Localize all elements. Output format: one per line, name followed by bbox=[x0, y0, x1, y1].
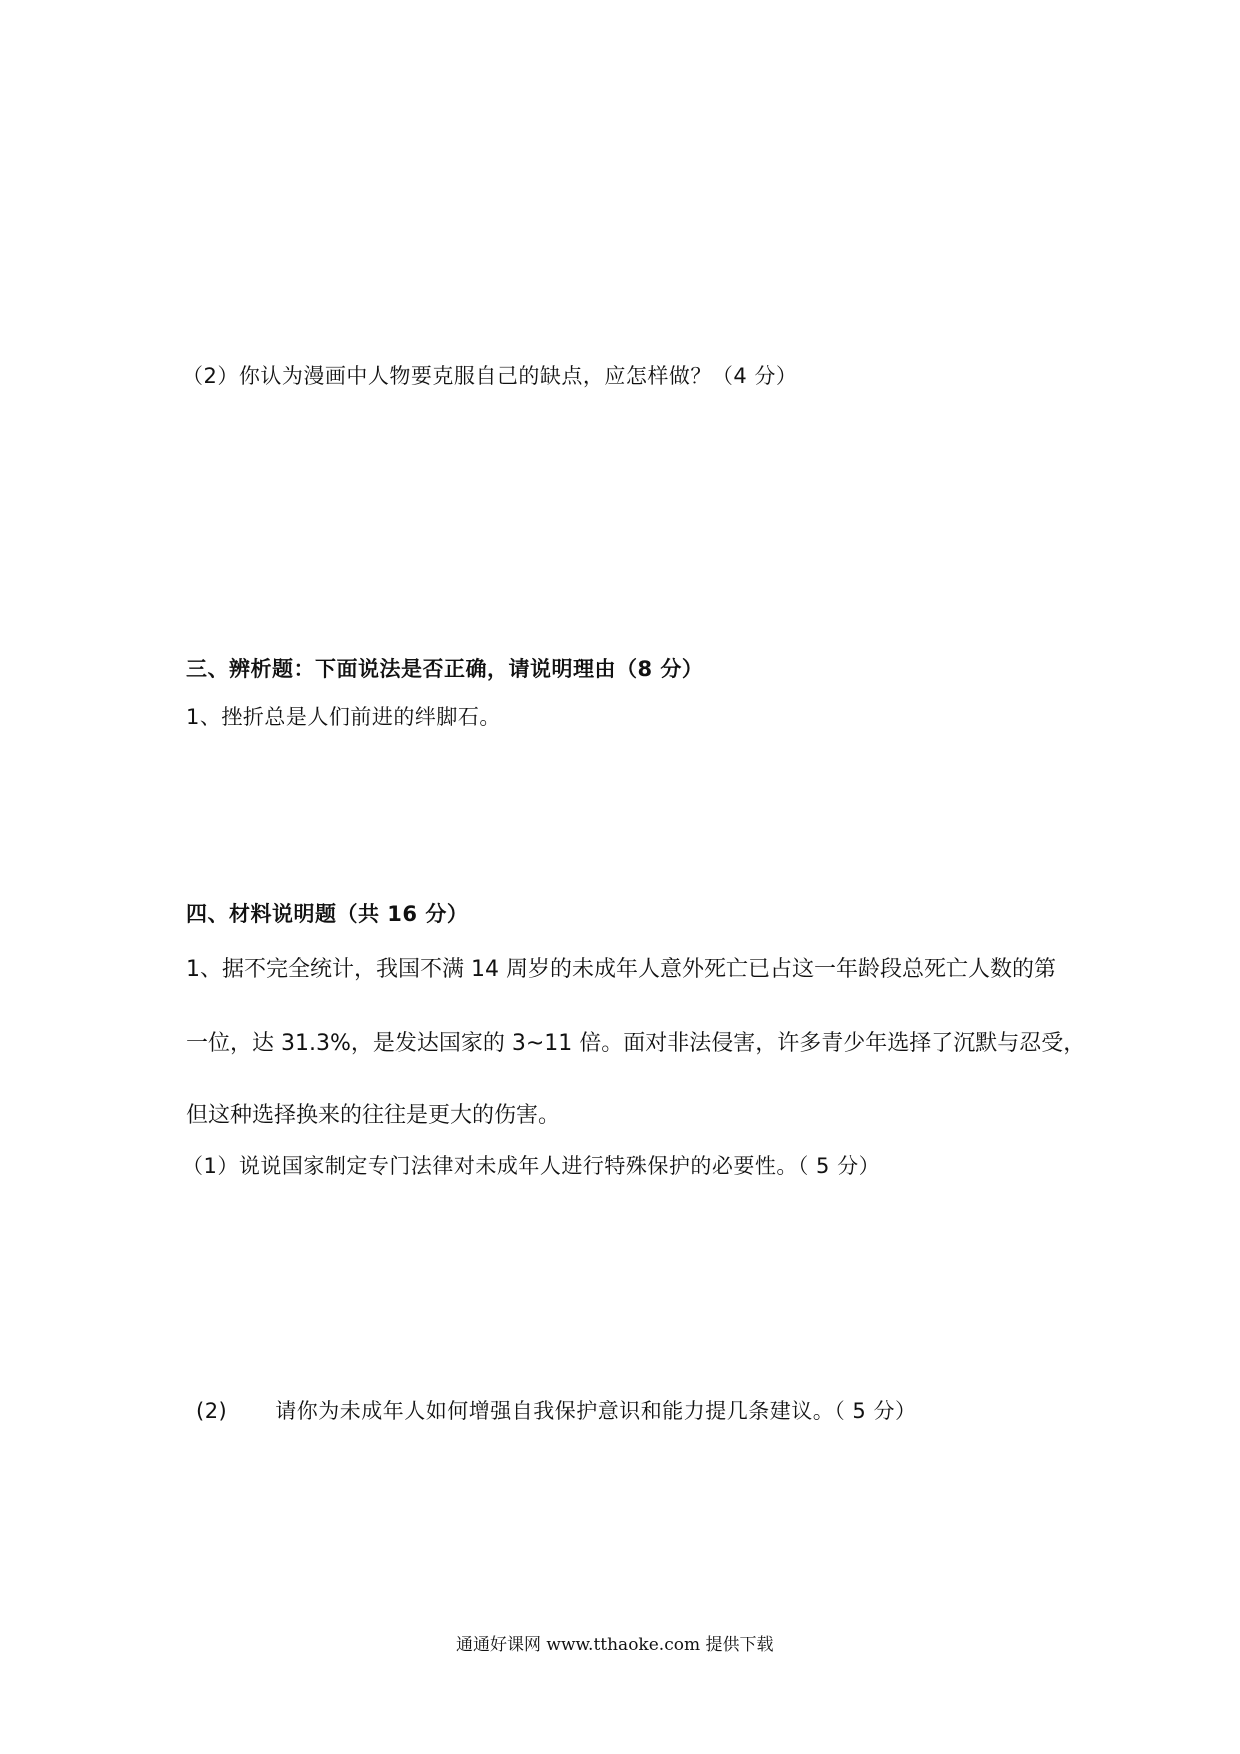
section-3-heading: 三、辨析题：下面说法是否正确，请说明理由（8 分） bbox=[186, 657, 704, 681]
section-3-item-1: 1、挫折总是人们前进的绊脚石。 bbox=[186, 705, 501, 729]
material-line-3: 但这种选择换来的往往是更大的伤害。 bbox=[186, 1103, 561, 1128]
material-line-2: 一位，达 31.3%，是发达国家的 3~11 倍。面对非法侵害，许多青少年选择了沉默与忍受， bbox=[186, 1031, 1086, 1056]
question-2-number: (2) bbox=[196, 1399, 228, 1423]
section-4-heading: 四、材料说明题（共 16 分） bbox=[186, 902, 469, 926]
question-2-text: 请你为未成年人如何增强自我保护意识和能力提几条建议。（ 5 分） bbox=[275, 1399, 917, 1423]
material-line-1: 1、据不完全统计，我国不满 14 周岁的未成年人意外死亡已占这一年龄段总死亡人数的第 bbox=[186, 957, 1056, 982]
question-2-cartoon: （2）你认为漫画中人物要克服自己的缺点，应怎样做？（4 分） bbox=[182, 364, 798, 388]
section-4-question-1: （1）说说国家制定专门法律对未成年人进行特殊保护的必要性。（ 5 分） bbox=[182, 1154, 881, 1178]
page-footer: 通通好课网 www.tthaoke.com 提供下载 bbox=[456, 1635, 774, 1655]
section-4-question-2 bbox=[196, 1395, 916, 1425]
